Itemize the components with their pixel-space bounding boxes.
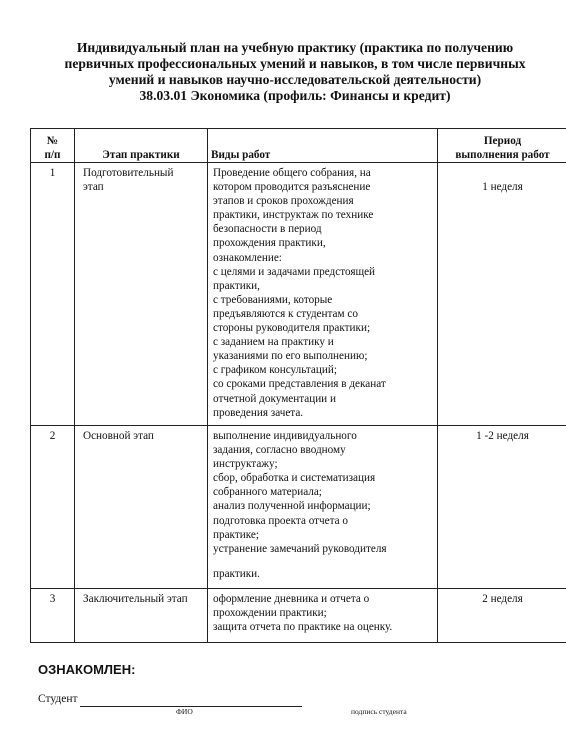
acknowledged-heading: ОЗНАКОМЛЕН: xyxy=(38,662,136,677)
work-line: собранного материала; xyxy=(213,486,322,499)
work-line: прохождения практики, xyxy=(213,237,326,250)
work-line: подготовка проекта отчета о xyxy=(213,514,349,527)
work-line: инструктажу; xyxy=(213,458,278,471)
row-number: 2 xyxy=(31,426,75,589)
work-line: предъявляются к студентам со xyxy=(213,307,358,320)
work-line: безопасности в период xyxy=(213,223,322,236)
work-line: с целями и задачами предстоящей xyxy=(213,265,376,278)
work-line: практики. xyxy=(213,567,260,580)
work-line xyxy=(213,556,433,567)
header-stage: Этап практики xyxy=(75,129,208,163)
title-line: первичных профессиональных умений и навыков, в том числе первичных xyxy=(64,56,526,71)
stage-cell: Подготовительный этап xyxy=(75,163,208,426)
work-line: практике; xyxy=(213,528,259,541)
title-line: 38.03.01 Экономика (профиль: Финансы и кредит) xyxy=(139,88,451,103)
table-header-row xyxy=(31,129,566,163)
work-line: со сроками представления в деканат xyxy=(213,378,386,391)
work-line: этапов и сроков прохождения xyxy=(213,195,354,208)
work-line: практики, xyxy=(213,279,260,292)
work-line: указаниями по его выполнению; xyxy=(213,350,368,363)
header-period: Период выполнения работ xyxy=(438,129,566,163)
table-row xyxy=(31,589,566,643)
student-label: Студент xyxy=(38,693,78,705)
work-line: устранение замечаний руководителя xyxy=(213,542,387,555)
row-number: 3 xyxy=(31,589,75,643)
work-line: ознакомление: xyxy=(213,251,282,264)
works-cell xyxy=(208,426,438,589)
period-cell: 1 неделя xyxy=(438,163,566,426)
practice-plan-table xyxy=(30,128,566,643)
work-line: сбор, обработка и систематизация xyxy=(213,472,376,485)
work-line: с графиком консультаций; xyxy=(213,364,337,377)
works-cell xyxy=(208,163,438,426)
work-line: анализ полученной информации; xyxy=(213,500,371,513)
work-line: оформление дневника и отчета о xyxy=(213,593,370,605)
stage-cell: Заключительный этап xyxy=(75,589,208,643)
work-line: задания, согласно вводному xyxy=(213,444,346,457)
document-title xyxy=(30,40,560,104)
table-row xyxy=(31,163,566,426)
work-line: стороны руководителя практики; xyxy=(213,322,371,335)
work-line: прохождении практики; xyxy=(213,607,327,620)
period-cell: 2 неделя xyxy=(438,589,566,643)
work-line: котором проводится разъяснение xyxy=(213,181,371,194)
stage-cell: Основной этап xyxy=(75,426,208,589)
signature-caption: подпись студента xyxy=(351,707,407,716)
work-line: выполнение индивидуального xyxy=(213,430,357,442)
title-line: умений и навыков научно-исследовательской деятельности) xyxy=(108,72,482,87)
work-line: практики, инструктаж по технике xyxy=(213,209,374,222)
work-line: с требованиями, которые xyxy=(213,293,333,306)
fio-caption: ФИО xyxy=(176,707,193,716)
header-works: Виды работ xyxy=(208,129,438,163)
work-line: с заданием на практику и xyxy=(213,336,334,349)
work-line: проведения зачета. xyxy=(213,406,304,419)
work-line: защита отчета по практике на оценку. xyxy=(213,621,393,634)
works-cell xyxy=(208,589,438,643)
work-line: отчетной документации и xyxy=(213,392,336,405)
row-number: 1 xyxy=(31,163,75,426)
period-cell: 1 -2 неделя xyxy=(438,426,566,589)
table-row xyxy=(31,426,566,589)
header-num: № п/п xyxy=(31,129,75,163)
title-line: Индивидуальный план на учебную практику (практика по получению xyxy=(76,40,514,55)
work-line: Проведение общего собрания, на xyxy=(213,167,371,179)
